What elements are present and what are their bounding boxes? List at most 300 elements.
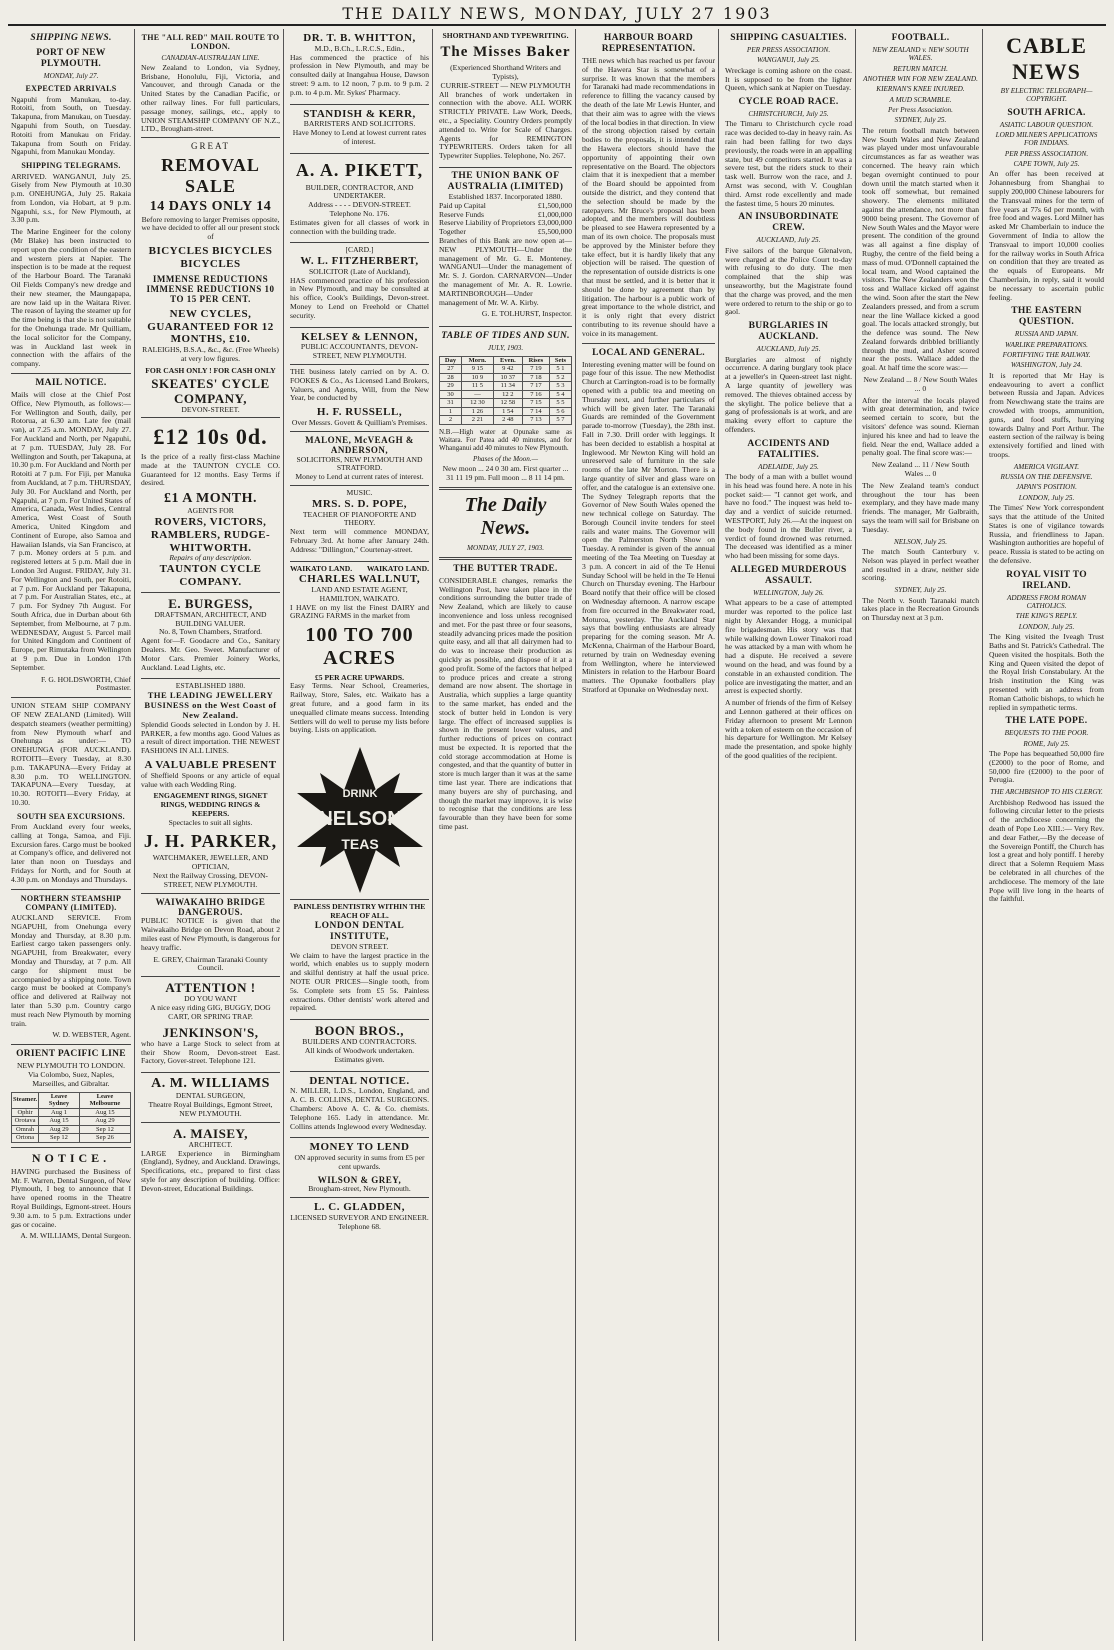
wilson: WILSON & GREY,: [317, 1174, 402, 1185]
tide-cell: 11 5: [462, 382, 494, 391]
japan-text: The Times' New York correspondent says that the attitude of the United States is one of vigilance towards Russia, and friendliness to Japan. Washington authorities are hopeful of peace. Russia is stated to be acting on the defensive.: [989, 503, 1104, 565]
cell: Omrah: [12, 1125, 39, 1134]
column-6: [722, 29, 856, 1641]
cell: Aug 29: [39, 1125, 80, 1134]
cell: Aug 15: [79, 1108, 130, 1117]
cell: Sep 26: [79, 1134, 130, 1143]
established: ESTABLISHED 1880.: [175, 681, 246, 691]
pope-text: The Pope has bequeathed 50,000 fire (£2000) to the poor of Rome, and 50,000 fire (£2000) to the poor of Perugia.: [989, 749, 1104, 785]
bicycles: BICYCLES BICYCLES BICYCLES: [148, 245, 273, 270]
cell: Sep 12: [79, 1125, 130, 1134]
murder-heading: ALLEGED MURDEROUS ASSAULT.: [730, 565, 847, 587]
cash-only: FOR CASH ONLY ! FOR CASH ONLY: [145, 365, 276, 375]
waikato-right: WAIKATO LAND.: [366, 563, 429, 573]
final-score: New Zealand ... 11 / New South Wales ... 0: [871, 460, 970, 479]
cable-sub: BY ELECTRIC TELEGRAPH—COPYRIGHT.: [1000, 87, 1093, 104]
east-text: It is reported that Mr Hay is endeavouring to avert a conflict between Russia and Japan. Advices from Newchwang state the trains are crowded with troops, ammunition, guns, and food stuffs, hurrying towards Dalny and Port Arthur. The eastern section of the railway is being extensively fortified and lined with troops.: [989, 370, 1104, 459]
fatal-heading: ACCIDENTS AND FATALITIES.: [747, 438, 830, 460]
tide-row: [440, 399, 572, 408]
burglaries-date: AUCKLAND, July 25.: [756, 345, 821, 354]
nelson-teas-ad: [290, 745, 429, 895]
cable-news-heading: CABLE NEWS: [1006, 33, 1087, 84]
russell-ad: [290, 364, 429, 431]
tide-cell: 2 21: [462, 416, 494, 425]
price-text: Is the price of a really first-class Machine made at the TAUNTON CYCLE CO. Guaranteed for 12 months. Easy Terms if desired.: [141, 451, 280, 488]
tide-cell: 7 17: [522, 382, 549, 391]
reductions: IMMENSE REDUCTIONS IMMENSE REDUCTIONS 10 TO 15 PER CENT.: [146, 273, 275, 305]
tide-col-header: Morn.: [462, 356, 494, 365]
arrivals-heading: EXPECTED ARRIVALS: [25, 84, 117, 94]
bank-est: Established 1837. Incorporated 1880.: [448, 191, 563, 201]
pikett-ad: [290, 153, 429, 243]
pikett-role: BUILDER, CONTRACTOR, AND UNDERTAKER.: [305, 182, 414, 201]
divider: [582, 343, 715, 344]
taranaki-date: SYDNEY, July 25.: [894, 586, 947, 595]
japan-date: LONDON, July 25.: [1018, 493, 1075, 502]
bank-label: Reserve Liability of Proprietors: [439, 218, 536, 228]
boon-role: BUILDERS AND CONTRACTORS.: [302, 1037, 417, 1047]
skeates: SKEATES' CYCLE COMPANY,: [151, 375, 270, 406]
maisey-role: ARCHITECT.: [188, 1139, 233, 1149]
casualties-heading: SHIPPING CASUALTIES.: [730, 33, 847, 43]
africa-text: An offer has been received at Johannesburg from Shanghai to supply 200,000 Chinese labourers for the Transvaal mines for the term of five years at 77s 6d per month, with free food and wages. Lord Milner has asked Mr Chamberlain to induce the Government of India to allow the Transvaal to import 10,000 coolies for the railway works in South Africa on condition that they are treated as the equals of Europeans. Mr Chamberlain, in reply, said it would be necessary to ascertain public feeling.: [989, 169, 1104, 302]
spectacles: Spectacles to suit all sights.: [168, 817, 253, 827]
ships-col-header: Leave Melbourne: [79, 1092, 130, 1108]
divider: [11, 1044, 131, 1045]
removal-sale-ad: [141, 137, 280, 417]
cycle-heading: CYCLE ROAD RACE.: [738, 97, 839, 108]
whitton: DR. T. B. WHITTON,: [303, 32, 416, 44]
crew-text: Five sailors of the barque Glenalvon, were charged at the Police Court to-day with refusing to do duty. The men complained that the ship was unseaworthy, but the Magistrate found that the charge was proved, and the men were ordered to return to the ship or go to gaol.: [725, 245, 852, 317]
bank-value: £3,000,000: [537, 218, 572, 228]
marine-text: The Marine Engineer for the colony (Mr Blake) has been instructed to report upon the condition of the eastern and western piers at Napier. The inspection is to be made at the request of the Harbour Board. The Taranaki Oil Fields Company's new dredge and their new steamer, the Maungapapa, are now laid up in the Waitara River. The reason of laying the steamer up for the time being is that she is not suitable for the Onehunga trade. Mr Quilliam, the local solicitor for the Company, was in Auckland last week in connection with the affairs of the company.: [11, 227, 131, 369]
bank-label: Reserve Funds: [439, 209, 484, 219]
want: DO YOU WANT: [184, 994, 237, 1004]
tide-row: [440, 365, 572, 374]
divider: [439, 326, 572, 327]
price: £12 10s 0d.: [153, 424, 268, 450]
football-text-2: After the interval the locals played with great determination, and twice seemed certain to score, but the visitors' defence was sound. Kiernan injured his knee and had to leave the field. Near the end, Wallace added a penalty goal. The final score was:—: [862, 395, 979, 458]
royal-heading: ROYAL VISIT TO IRELAND.: [1006, 569, 1087, 591]
taranaki-text: The North v. South Taranaki match takes place in the Recreation Grounds on Thursday next at 3 p.m.: [862, 595, 979, 623]
cell: Sep 12: [39, 1134, 80, 1143]
removal-sale-heading: REMOVAL SALE: [161, 154, 260, 196]
casualties-text: Wreckage is coming ashore on the coast. It is supposed to be from the lighter Queen, which sank at Napier on Tuesday.: [725, 65, 852, 93]
card-label: [CARD.]: [345, 245, 374, 255]
tide-cell: 30: [440, 390, 462, 399]
press-line: PER PRESS ASSOCIATION.: [746, 46, 831, 55]
another-win: ANOTHER WIN FOR NEW ZEALAND.: [863, 75, 978, 84]
east-sub: RUSSIA AND JAPAN.: [1014, 330, 1079, 339]
tide-cell: —: [462, 390, 494, 399]
casualties-date: WANGANUI, July 25.: [757, 56, 820, 65]
bridge-heading: WAIWAKAIHO BRIDGE DANGEROUS.: [155, 896, 266, 917]
east-date: WASHINGTON, July 24.: [1010, 361, 1083, 370]
malone-ad: [290, 431, 429, 485]
boon: BOON BROS.,: [315, 1023, 404, 1039]
painless: PAINLESS DENTISTRY WITHIN THE REACH OF ALL.: [293, 902, 426, 921]
valuable-text: of Sheffield Spoons or any article of equal value with each Wedding Ring.: [141, 770, 280, 789]
column-8: [986, 29, 1106, 1641]
table-row: [12, 1125, 131, 1134]
tide-cell: 1 26: [462, 407, 494, 416]
baker: The Misses Baker: [440, 43, 571, 60]
column-7: [859, 29, 983, 1641]
boon-ad: [290, 1019, 429, 1070]
cell: Ortona: [12, 1134, 39, 1143]
paper-date: MONDAY, JULY 27, 1903.: [466, 544, 545, 553]
jenkinson-text: who have a Large Stock to select from at their Show Room, Devon-street East. Factory, Gover-street. Telephone 121.: [141, 1038, 280, 1066]
japan: JAPAN'S POSITION.: [1016, 483, 1077, 492]
great-label: GREAT: [191, 141, 230, 152]
burgess-ad: [141, 592, 280, 679]
crew-date: AUCKLAND, July 25.: [756, 236, 821, 245]
baker-addr: CURRIE-STREET — NEW PLYMOUTH: [440, 80, 571, 90]
williams-addr: Theatre Royal Buildings, Egmont Street, NEW PLYMOUTH.: [148, 1100, 273, 1118]
dental-notice-ad: [290, 1071, 429, 1138]
column-5: [579, 29, 719, 1641]
cell: Aug 29: [79, 1117, 130, 1126]
arch-text: Archbishop Redwood has issued the following circular letter to the priests of the archdiocese concerning the death of Pope Leo XIII.:— Very Rev. and dear Father,—By the decease of the Sovereign Pontiff, the Church has lost a great and holy pontiff. I hereby direct that a Solemn Requiem Mass be celebrated in all churches of the archdiocese. The memory of the late Pope will live long in the hearts of the faithful.: [989, 797, 1104, 904]
tide-col-header: Even.: [493, 356, 522, 365]
month: £1 A MONTH.: [163, 491, 257, 507]
harbour-text: THE news which has reached us per favour of the Hawera Star is somewhat of a surprise. It was known that the members for Taranaki had made recommendations in reference to filling the vacancy caused by the death of the late Mr Lewis Hunter, and that their aim was to agree with the views of the local bodies in that direction. In view of the strong objection raised by certain bodies to the proposals, it is intended that the Hawera electors should have the opportunity of appointing their own representative on the Board. The objectors claim that it is inexpedient that a member of the Board should be appointed from outside the district, and they contend that the selection should be made by the ratepayers. Mr Bruce's proposal has been adopted, and the members will doubtless be pleased to see Hawera represented by a man of its own choice. The proposals must be approved by the Minister before they take effect, but it is hardly likely that any objection will be raised. The question of the representation of outside districts is one that must be settled, and it is better that it should be done by agreement than by litigation. The harbour is a public work of great importance to the whole district, and it is only right that every district contributing to its revenue should have a voice in its management.: [582, 56, 715, 338]
africa-date: CAPE TOWN, July 25.: [1013, 160, 1080, 169]
tides-body: [440, 365, 572, 425]
star-logo: [295, 745, 425, 895]
murder-date: WELLINGTON, July 26.: [753, 589, 824, 598]
tide-col-header: Rises: [522, 356, 549, 365]
divider: [11, 373, 131, 374]
pope-heading: THE LATE POPE.: [1005, 716, 1088, 727]
burglaries-text: Burglaries are almost of nightly occurrence. A daring burglary took place at a jeweller's in Queen-street last night. A large quantity of jewellery was removed. The thieves obtained access by the skylight. The police believe that a gang of professionals is at work, and are making every effort to capture the offenders.: [725, 354, 852, 434]
bank-value: £5,500,000: [537, 227, 572, 237]
tides-note: N.B.—High water at Opunake same as Waitara. For Patea add 40 minutes, and for Whanganui add 40 minutes to New Plymouth.: [439, 427, 572, 452]
column-1: [8, 29, 135, 1641]
gladden-tel: Telephone 68.: [338, 1221, 381, 1231]
tide-cell: 31: [440, 399, 462, 408]
excursion-heading: SOUTH SEA EXCURSIONS.: [17, 811, 125, 821]
money-text: ON approved security in sums from £5 per cent upwards.: [294, 1153, 425, 1171]
wallnut-role: LAND AND ESTATE AGENT, HAMILTON, WAIKATO.: [311, 585, 408, 603]
malone: MALONE, McVEAGH & ANDERSON,: [305, 434, 414, 456]
paper-title: The Daily News.: [464, 494, 547, 540]
canadian-line: CANADIAN-AUSTRALIAN LINE.: [161, 53, 260, 62]
tide-cell: 5 1: [549, 365, 571, 374]
kelsey-ad: [290, 327, 429, 364]
pikett-text: Estimates given for all classes of work in connection with the building trade.: [290, 217, 429, 236]
baker-role: (Experienced Shorthand Writers and Typists),: [450, 63, 561, 81]
dental-notice: DENTAL NOTICE.: [309, 1074, 410, 1087]
malone-text: Money to Lend at current rates of interest.: [295, 472, 424, 482]
new-cycles: NEW CYCLES, GUARANTEED FOR 12 MONTHS, £10.: [147, 307, 274, 346]
telegrams-heading: SHIPPING TELEGRAMS.: [21, 161, 121, 171]
table-row: [12, 1117, 131, 1126]
maisey-text: LARGE Experience in Birmingham (England), Sydney, and Auckland. Drawings, Specifications, etc., prepared to first class style for any description of building. Office: Devon-street, Educational Buildings.: [141, 1148, 280, 1193]
masthead: THE DAILY NEWS, MONDAY, JULY 27 1903: [8, 4, 1106, 26]
burgess-text: Agent for—F. Goodacre and Co., Sanitary Dealers. Mr. Geo. Sweet. Manufacturer of Motor Cars. Premier Joinery Works, Auckland. Lead Lights, etc.: [141, 636, 280, 672]
tide-cell: 29: [440, 382, 462, 391]
fitz-role: SOLICITOR (Late of Auckland),: [308, 266, 411, 276]
return-match: RETURN MATCH.: [893, 64, 948, 73]
bank-label: Together: [439, 227, 466, 237]
cell: Orotava: [12, 1117, 39, 1126]
money: MONEY TO LEND: [309, 1141, 410, 1154]
excursion-text: From Auckland every four weeks, calling at Tonga, Samoa, and Fiji. Excursion fares. Cargo must be booked at Company's office, and delivered not later than noon on Tuesdays and Fridays for North, and for South at 4.30 p.m. on Mondays and Thursdays.: [11, 821, 131, 884]
tide-row: [440, 416, 572, 425]
tide-cell: 28: [440, 373, 462, 382]
fitzherbert: W. L. FITZHERBERT,: [300, 255, 419, 268]
football-heading: FOOTBALL.: [891, 33, 950, 43]
table-row: [12, 1134, 131, 1143]
tides-table: [439, 356, 572, 425]
whitton-role: M.D., B.Ch., L.R.C.S., Edin.,: [314, 43, 405, 53]
column-4: [436, 29, 576, 1641]
parker: J. H. PARKER,: [143, 830, 278, 851]
repairs: Repairs of any description.: [169, 553, 252, 563]
notice-text: HAVING purchased the Business of Mr. F. Warren, Dental Surgeon, of New Plymouth, I beg to announce that I have opened rooms in the Theatre Royal Buildings, Egmont-street. Hours 9.30 a.m. to 5 p.m. Extractions under gas or cocaine.: [11, 1166, 131, 1229]
devon-street: DEVON-STREET.: [181, 404, 240, 414]
tide-cell: 5 2: [549, 373, 571, 382]
london-dental: LONDON DENTAL INSTITUTE,: [314, 920, 405, 942]
royal-text: The King visited the Iveagh Trust Baths and St. Patrick's Cathedral. The Queen visited the hospitals. Both the King and Queen visited the depot of the Royal Irish Constabulary. At the Irish institution the King was presented with an address from Roman Catholic bishops, to which he replied in sympathetic terms.: [989, 632, 1104, 712]
port-line: PORT OF NEW PLYMOUTH.: [36, 48, 106, 70]
shorthand: SHORTHAND AND TYPEWRITING.: [442, 31, 569, 40]
maisey: A. MAISEY,: [173, 1125, 248, 1141]
maisey-ad: [141, 1122, 280, 1200]
orient-heading: ORIENT PACIFIC LINE: [16, 1049, 126, 1060]
crew-heading: AN INSUBORDINATE CREW.: [738, 212, 839, 234]
russell-addr: Over Messrs. Govett & Quilliam's Premises.: [291, 417, 428, 427]
cell: Aug 15: [39, 1117, 80, 1126]
dental-text: N. MILLER, L.D.S., London, England, and A. C. B. COLLINS, DENTAL SURGEONS. Chambers: Above A. C. & Co. chemists. Telephone 165. Lady in attendance. Mr. Collins attends Inglewood every Wednesday.: [290, 1086, 429, 1131]
bridge-text: PUBLIC NOTICE is given that the Waiwakaiho Bridge on Devon Road, about 2 miles east of New Plymouth, is dangerous for heavy traffic.: [141, 916, 280, 952]
africa-heading: SOUTH AFRICA.: [1007, 107, 1086, 118]
fitzherbert-ad: [290, 242, 429, 326]
drink-text: DRINK: [342, 788, 377, 801]
burglaries-heading: BURGLARIES IN AUCKLAND.: [748, 321, 829, 343]
tide-cell: 11 34: [493, 382, 522, 391]
all-red-text: New Zealand to London, via Sydney, Brisbane, Honolulu, Fiji, Victoria, and Vancouver, and through Canada or the United States by the Canadian Pacific, or other railway lines. For full particulars, passage money, sailings, etc., apply to UNION STEAMSHIP COMPANY OF N.Z., LTD., Brougham-street.: [141, 62, 280, 134]
northern-heading: NORTHERN STEAMSHIP COMPANY (LIMITED).: [20, 893, 122, 912]
eastern-heading: THE EASTERN QUESTION.: [1011, 306, 1082, 328]
divider: [439, 557, 572, 560]
ships-col-header: Steamer.: [12, 1092, 39, 1108]
agents-text: THE business lately carried on by A. O. FOOKES & Co., As Licensed Land Brokers, Valuers, and Agents, Will, from the New Year, be conducted by: [290, 367, 429, 403]
tides-heading: TABLE OF TIDES AND SUN.: [441, 331, 570, 342]
williams-role: DENTAL SURGEON,: [175, 1091, 246, 1101]
pope-text: Next term will commence MONDAY, February 3rd. At home after January 24th. Address: "Dillington," Courtenay-street.: [290, 527, 429, 554]
arrivals-text: Ngapuhi from Manukau, to-day. Rotoiti, from South, on Tuesday. Takapuna, from Manukau, on Tuesday. Ngapuhi from South, on Tuesday. Rotoiti from Manukau on Friday. Takapuna from South on Friday. Ngapuhi, from Manukau Monday.: [11, 94, 131, 157]
williams: A. M. WILLIAMS: [151, 1076, 270, 1092]
shipping-news-heading: SHIPPING NEWS.: [30, 33, 112, 43]
tide-cell: 9 15: [462, 365, 494, 374]
tide-row: [440, 407, 572, 416]
burgess-addr: No. 8, Town Chambers, Stratford.: [158, 627, 263, 637]
money-ad: [290, 1137, 429, 1197]
tides-month: JULY, 1903.: [487, 344, 524, 353]
all-red-heading: THE "ALL RED" MAIL ROUTE TO LONDON.: [141, 33, 280, 52]
wallnut: CHARLES WALLNUT,: [298, 573, 421, 586]
ships-table: [11, 1092, 131, 1143]
nelson-text: NELSON: [317, 808, 402, 831]
tide-cell: 10 9: [462, 373, 494, 382]
local-text: Interesting evening matter will be found on page four of this issue. The new Methodist Church at Carrington-road is to be formally opened with a public tea and meeting on Thursday next, and further particulars of which will be given later. The Taranaki Guards are reminded of the Government parade to-morrow (Tuesday), the 28th inst. Fall in 7.30. Drill order with leggings. It has been decided to establish a hospital at Inglewood. Mr Newton King will hold an unreserved sale of furniture in the sale rooms of the late Mr Morton. There is a large quantity of silver and glass ware on offer, and the catalogue is an extensive one. The Sydney Telegraph reports that the Governor of New South Wales opened the new technical college on Saturday. The Borough Council invite tenders for steel rails and water mains. The Governor will open the Palmerston North Show on Tuesday. A reminder is given of the annual meeting of the Tea Meeting on Tuesday at 3 p.m. A concert in aid of the Te Henui Sunday School will be held in the Te Henui Church on Thursday evening. The Harbour Board notify that their office will be closed on Wednesday afternoon. A narrow escape from fire occurred in the Breakwater road, Moturoa, yesterday. The Auckland Star says that bowling enthusiasts are already preparing for the coming season. Mr A. McKenna, Chairman of the Harbour Board, returned by train on Wednesday evening from Wellington, where he interviewed Ministers in relation to the Harbour Board matters. The Opunake footballers play Stratford at Opunake on Wednesday next.: [582, 359, 715, 695]
pope-date: ROME, July 25.: [1023, 739, 1070, 748]
raleighs: RALEIGHS, B.S.A., &c., &c. (Free Wheels) at very low figures.: [142, 345, 279, 363]
standish-text: Have Money to Lend at lowest current rates of interest.: [292, 128, 427, 146]
london-text: We claim to have the largest practice in the world, which enables us to supply modern and skilful dentistry at half the usual price. NOTE OUR PRICES—Single tooth, from 5s. Complete sets from £5 5s. Painless extractions. Other dentists' work altered and repaired.: [290, 950, 429, 1013]
union-text: UNION STEAM SHIP COMPANY OF NEW ZEALAND (Limited). Will despatch steamers (weather permitting) from New Plymouth wharf and Onehunga as under:— TO ONEHUNGA (FOR AUCKLAND). ROTOITI—Every Tuesday, at 8.30 p.m. TAKAPUNA—Every Friday at 8.30 p.m. TO WELLINGTON. TAKAPUNA—Every Tuesday, at 10.30. ROTOITI—Every Friday, at 10.30.: [11, 701, 131, 807]
tide-cell: 12 30: [462, 399, 494, 408]
whitton-text: Has commenced the practice of his profession in New Plymouth, and may be consulted daily at Inangahua House, Dawson street: 9 a.m. to 12 noon, 7 p.m. to 9 p.m. 2 p.m. to 4 p.m. Mr. Sykes' Pharmacy.: [290, 52, 429, 97]
tide-cell: 9 42: [493, 365, 522, 374]
tide-col-header: Day: [440, 356, 462, 365]
tide-cell: 7 16: [522, 390, 549, 399]
notice-signer: A. M. WILLIAMS, Dental Surgeon.: [20, 1231, 131, 1241]
fortify: FORTIFYING THE RAILWAY.: [1002, 351, 1091, 360]
tide-cell: 5 6: [549, 407, 571, 416]
tide-cell: 7 13: [522, 416, 549, 425]
cycle-date: CHRISTCHURCH, July 25.: [748, 110, 829, 119]
cell: Ophir: [12, 1108, 39, 1117]
postmaster: F. G. HOLDSWORTH, Chief Postmaster.: [40, 674, 131, 693]
agents-label: AGENTS FOR: [187, 506, 234, 516]
wallnut-text: I HAVE on my list the Finest DAIRY and GRAZING FARMS in the market from: [290, 602, 429, 621]
boon-text: All kinds of Woodwork undertaken. Estimates given.: [304, 1046, 415, 1064]
vigilant: AMERICA VIGILANT.: [1013, 462, 1080, 471]
standish-role: BARRISTERS AND SOLICITORS.: [303, 119, 416, 129]
waikato-left: WAIKATO LAND.: [290, 563, 353, 573]
gladden: L. C. GLADDEN,: [313, 1201, 406, 1213]
days-only: 14 DAYS ONLY 14: [149, 199, 272, 215]
bank-label: Paid up Capital: [439, 200, 486, 210]
ships-col-header: Leave Sydney: [39, 1092, 80, 1108]
tide-cell: 7 14: [522, 407, 549, 416]
archbishop: THE ARCHBISHOP TO HIS CLERGY.: [990, 788, 1103, 797]
kiernan: KIERNAN'S KNEE INJURED.: [876, 85, 965, 94]
murder-text: What appears to be a case of attempted murder was reported to the police last night by Alexander Hogg, a municipal fire brigadesman. His story was that while walking down Lower Tinakori road he was attacked by a man with whom he had a dispute. He received a severe wound on the head, and was found by a constable in an exhausted condition. The police are investigating the matter, and an arrest is expected shortly.: [725, 598, 852, 696]
pope: MRS. S. D. POPE,: [311, 497, 408, 510]
orient-text: NEW PLYMOUTH TO LONDON. Via Colombo, Suez, Naples, Marseilles, and Gibraltar.: [16, 1061, 126, 1088]
tide-row: [440, 382, 572, 391]
nelson-date: NELSON, July 25.: [893, 537, 948, 546]
mail-heading: MAIL NOTICE.: [35, 378, 107, 389]
standish-ad: [290, 104, 429, 153]
pope-ad: [290, 485, 429, 561]
notice-heading: NOTICE.: [31, 1150, 111, 1165]
football-text: The return football match between New South Wales and New Zealand was played under most unfavourable circumstances as far as weather was concerned. The heavy rain which began overnight continued to pour down until the match started when it took off somewhat, but remained showery. The elements militated against the attendance, not more than 9000 being present. The Governor of New South Wales and the Mayor were present. The condition of the ground was all against a fine display of Rugby, the centre of the field being a mass of mud. O'Donnell captained the local team, and Wood captained the visitors. The New Zealanders won the toss and Wallace kicked off against the wind. Soon after the start the New Zealanders pressed, and from a scrum near the line Wallace kicked a good goal. The locals attacked strongly, but the defence was sound. The New Zealand forwards dribbled brilliantly through the mud, and Asher scored near the posts. Wallace added the goal. At half time the score was:—: [862, 125, 979, 373]
want-text: A nice easy riding GIG, BUGGY, DOG CART, OR SPRING TRAP.: [150, 1003, 271, 1021]
tide-cell: 2 48: [493, 416, 522, 425]
cycle-text: The Timaru to Christchurch cycle road race was decided to-day in heavy rain. As rain had been falling for two days previously, the roads were in an appalling state, but 49 competitors started. It was a severe test, but the riders stuck to their task well. Burrow won the race, and J. Arnst was second, with V. Coughlan third. Arnst rode excellently and made the fastest time, 5 hours 20 minutes.: [725, 119, 852, 208]
fatal-date: ADELAIDE, July 25.: [758, 462, 819, 471]
valuable-present: A VALUABLE PRESENT: [144, 758, 277, 771]
union-bank-ad: [439, 167, 572, 322]
pope-role: TEACHER OF PIANOFORTE AND THEORY.: [302, 509, 417, 528]
table-row: [12, 1108, 131, 1117]
nelson-text: The match South Canterbury v. Nelson was played in perfect weather and resulted in a draw, neither side scoring.: [862, 546, 979, 583]
tide-cell: 5 7: [549, 416, 571, 425]
tide-cell: 7 19: [522, 365, 549, 374]
tide-cell: 5 4: [549, 390, 571, 399]
fitz-text: HAS commenced practice of his profession in New Plymouth, and may be consulted at his office, Cook's Buildings, Devon-street. Money to Lend on Freehold or Chattel security.: [290, 275, 429, 320]
agent: W. D. WEBSTER, Agent.: [52, 1030, 131, 1040]
fatal-text: The body of a man with a bullet wound in his head was found here. A note in his pocket said:— "I cannot get work, and have no food." The inquest was held to-day and a verdict of suicide returned. WESTPORT, July 26.—At the inquest on the body found in the Buller river, a verdict of found drowned was returned. The deceased was identified as a miner who had been missing for some days.: [725, 472, 852, 561]
divider: [11, 697, 131, 698]
divider: [439, 487, 572, 490]
jenkinson: JENKINSON'S,: [162, 1024, 259, 1040]
divider: [11, 889, 131, 890]
bank: THE UNION BANK OF AUSTRALIA (LIMITED): [447, 170, 564, 192]
warlike: WARLIKE PREPARATIONS.: [1005, 340, 1088, 349]
building-text: A number of friends of the firm of Kelsey and Lennon gathered at their offices on Friday afternoon to present Mr Lennon with a token of esteem on the occasion of his departure for Wellington. Mr Kelsey made the presentation, and spoke highly of the good qualities of the recipient.: [725, 698, 852, 760]
mail-text: Mails will close at the Chief Post Office, New Plymouth, as follows:— For Wellington and South, daily, per Rotorua, at 6.30 a.m. Late fee (mail van), at 7.25 a.m. MONDAY, July 27. For Auckland and North, per Ngapuhi, at 7 p.m. TUESDAY, July 28. For Wellington and South, per Takapuna, at 10.30 p.m. For Auckland and North per Rotoiti at 7 p.m. For Fiji, per Manuka from Auckland, at 7 p.m. THURSDAY, July 30. For Auckland and North, per Ngapuhi, at 7 p.m. For United States of America, Canada, West Indies, Central America, West Coast of South America, United Kingdom and Continent of Europe, also Samoa and Hawaiian Islands, via San Francisco, at 7 p.m. Money orders at 5 p.m. and registered letters at 5 p.m. Mail due in London 3rd August. FRIDAY, July 31. For Wellington and South, per Rotoiti, at 7 p.m. For Auckland per Takapuna, at 7 p.m. For Australian States, etc., at 7 p.m. For Sydney 7th August. For South Africa, due in Durban about 6th September, from Melbourne, at 7 p.m. WEDNESDAY, August 5. Parcel mail for United Kingdom and Continent of Europe, per Rimutaka from Wellington at 9 p.m. Due in London 17th September.: [11, 390, 132, 672]
kings-reply: THE KING'S REPLY.: [1015, 612, 1078, 621]
defensive: RUSSIA ON THE DEFENSIVE.: [1000, 473, 1093, 482]
gladden-role: LICENSED SURVEYOR AND ENGINEER.: [290, 1212, 429, 1222]
moon-text: New moon ... 24 0 30 am. First quarter ... 31 11 19 pm. Full moon ... 8 11 14 pm.: [442, 464, 569, 483]
football-text-3: The New Zealand team's conduct throughout the tour has been exemplary, and they have made many friends. The manager, Mr Galbraith, says the team will sail for Brisbane on Tuesday.: [862, 480, 979, 534]
baker-text: All branches of work undertaken in connection with the above. ALL WORK STRICTLY PRIVATE. Law Work, Deeds, etc., a Speciality. Country Orders promptly attended to. Write for Scale of Charges. Agents for REMINGTON TYPEWRITERS. Orders taken for all Typewriter Supplies. Telephone, No. 267.: [439, 89, 572, 161]
tide-cell: 7 15: [522, 399, 549, 408]
removal-text: Before removing to larger Premises opposite, we have decided to offer all our present stock of: [141, 214, 280, 242]
tide-cell: 10 37: [493, 373, 522, 382]
gladden-ad: [290, 1197, 429, 1234]
harbour-heading: HARBOUR BOARD REPRESENTATION.: [601, 33, 696, 55]
williams-ad: [141, 1072, 280, 1122]
press-line: PER PRESS ASSOCIATION.: [1004, 149, 1089, 158]
acres-sub: £5 PER ACRE UPWARDS.: [314, 672, 405, 682]
acres-text: Easy Terms. Near School, Creameries, Railway, Store, Sales, etc. Waikato has a great future, and a good farm in its unequalled climate means success. Intending Settlers will do well to peruse my lists before buying. Lists on application.: [290, 681, 429, 735]
columns: [8, 29, 1106, 1641]
tide-cell: 12 2: [493, 390, 522, 399]
bequests: BEQUESTS TO THE POOR.: [1004, 729, 1089, 738]
taunton-ad: [141, 417, 280, 591]
cell: Aug 1: [39, 1108, 80, 1117]
burgess: E. BURGESS,: [168, 595, 253, 611]
bank-text: Branches of this Bank are now open at—NEW PLYMOUTH—Under the management of Mr. G. E. Monteney. WANGANUI—Under the management of Mr. S. J. Gordon. CARNARVON—Under the management of Mr. A. R. Lowrie. MARTINBOROUGH—Under management of Mr. W. A. Kirby.: [439, 235, 572, 307]
baker-ad: [439, 29, 572, 167]
jewellery-text: Splendid Goods selected in London by J. H. PARKER, a few months ago. Good Values as a result of direct importation. THE NEWEST FASHIONS IN ALL LINES.: [141, 719, 280, 756]
asiatic: ASIATIC LABOUR QUESTION.: [999, 120, 1094, 129]
teas-text: TEAS: [340, 836, 379, 853]
bank-signer: G. E. TOLHURST, Inspector.: [481, 309, 572, 319]
tide-cell: 5 5: [549, 399, 571, 408]
bridge-notice: [141, 893, 280, 977]
divider: [11, 1147, 131, 1148]
milner: LORD MILNER'S APPLICATIONS FOR INDIANS.: [995, 131, 1098, 148]
pikett-addr: Address - - - - DEVON-STREET.: [308, 200, 411, 210]
acres: 100 TO 700 ACRES: [305, 624, 414, 670]
london-addr: DEVON STREET.: [330, 941, 389, 951]
butter-heading: THE BUTTER TRADE.: [453, 563, 558, 574]
column-3: [287, 29, 433, 1641]
date-line: MONDAY, July 27.: [43, 72, 99, 81]
tide-row: [440, 390, 572, 399]
wilson-addr: Brougham-street, New Plymouth.: [308, 1184, 411, 1194]
jenkinson-ad: [141, 976, 280, 1072]
attention: ATTENTION !: [165, 980, 256, 996]
tide-cell: 27: [440, 365, 462, 374]
tide-cell: 1: [440, 407, 462, 416]
column-2: [138, 29, 284, 1641]
tide-cell: 5 3: [549, 382, 571, 391]
kelsey-role: PUBLIC ACCOUNTANTS, DEVON-STREET, NEW PLYMOUTH.: [300, 342, 419, 361]
tide-cell: 2: [440, 416, 462, 425]
royal-date: LONDON, July 25.: [1018, 622, 1075, 631]
brands: ROVERS, VICTORS, RAMBLERS, RUDGE-WHITWORTH.: [150, 516, 271, 554]
